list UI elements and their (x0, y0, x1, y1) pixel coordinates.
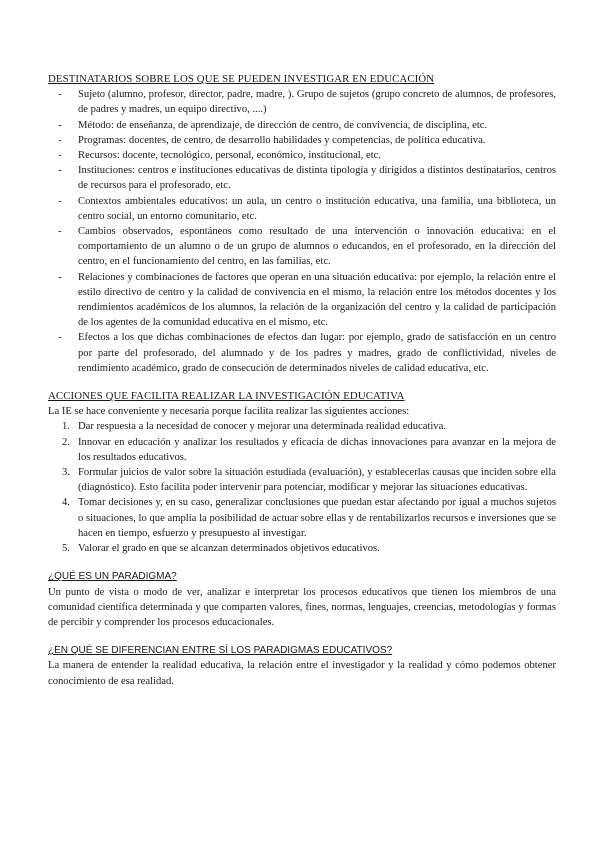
item-number: 3. (62, 467, 70, 479)
section-heading: ¿QUÉ ES UN PARADIGMA? (48, 571, 177, 583)
list-item: - Efectos a los que dichas combinaciones de efectos dan lugar: por ejemplo, grado de satisfacción en un centro por parte del profesorado, del alumnado y de los padres y madres, grado de conflictividad, niveles de rendimiento académico, grado de consecución de determinados niveles de calidad educativa, etc. (78, 330, 556, 376)
list-item (62, 435, 556, 465)
document-page (48, 72, 556, 702)
list-item: - Programas: docentes, de centro, de desarrollo habilidades y competencias, de política educativa. (78, 133, 556, 148)
item-number: 1. (62, 421, 70, 433)
section-paradigma (48, 569, 556, 630)
item-text: Tomar decisiones y, en su caso, generalizar conclusiones que puedan estar afectando por igual a muchos sujetos o situaciones, lo que amplía la posibilidad de actuar sobre ellas y de rentabilizarlos recursos e inversiones que se hacen en tiempo, esfuerzo y presupuesto al investigar. (78, 497, 556, 539)
item-number: 4. (62, 497, 70, 509)
list-item (62, 419, 556, 434)
destinatarios-list (48, 87, 556, 376)
acciones-list (48, 419, 556, 556)
section-body: Un punto de vista o modo de ver, analizar e interpretar los procesos educativos que tienen los miembros de una comunidad científica determinada y que comparten valores, fines, normas, lenguajes, creencias, metodologías y formas de percibir y comprender los procesos educacionales. (48, 586, 556, 628)
list-item: - Relaciones y combinaciones de factores que operan en una situación educativa: por ejemplo, la relación entre el estilo directivo de centro y la calidad de convivencia en el mismo, la relación entre los métodos docentes y los rendimientos académicos de los alumnos, la relación de la organización del centro y la calidad de participación de los agentes de la comunidad educativa en el mismo, etc. (78, 270, 556, 331)
section-heading: ACCIONES QUE FACILITA REALIZAR LA INVESTIGACIÓN EDUCATIVA (48, 390, 405, 403)
item-text: Dar respuesta a la necesidad de conocer y mejorar una determinada realidad educativa. (78, 421, 446, 433)
item-number: 5. (62, 543, 70, 555)
item-number: 2. (62, 436, 70, 448)
item-text: Valorar el grado en que se alcanzan determinados objetivos educativos. (78, 543, 380, 555)
section-diferencias (48, 643, 556, 689)
item-text: Formular juicios de valor sobre la situación estudiada (evaluación), y establecerlas causas que inciden sobre ella (diagnóstico). Esto facilita poder intervenir para potenciar, modificar y mejorar las situaciones educativas. (78, 467, 556, 494)
section-acciones (48, 389, 556, 556)
section-intro: La IE se hace conveniente y necesaria porque facilita realizar las siguientes acciones: (48, 406, 410, 418)
list-item (62, 465, 556, 495)
item-text: Innovar en educación y analizar los resultados y eficacia de dichas innovaciones para avanzar en la mejora de los resultados educativos. (78, 436, 556, 463)
section-heading: ¿EN QUÉ SE DIFERENCIAN ENTRE SÍ LOS PARADIGMAS EDUCATIVOS? (48, 645, 393, 657)
section-heading: DESTINATARIOS SOBRE LOS QUE SE PUEDEN INVESTIGAR EN EDUCACIÓN (48, 73, 435, 85)
list-item (62, 541, 556, 556)
list-item: - Cambios observados, espontáneos como resultado de una intervención o innovación educativa: en el comportamiento de un alumno o de un grupo de alumnos o educandos, en el profesorado, en la dirección del centro, en el funcionamiento del centro, en las familias, etc. (78, 224, 556, 270)
list-item: - Recursos: docente, tecnológico, personal, económico, institucional, etc. (78, 148, 556, 163)
section-destinatarios (48, 72, 556, 376)
list-item (62, 495, 556, 541)
list-item: - Método: de enseñanza, de aprendizaje, de dirección de centro, de convivencia, de disciplina, etc. (78, 118, 556, 133)
list-item: - Sujeto (alumno, profesor, director, padre, madre, ). Grupo de sujetos (grupo concreto de alumnos, de profesores, de padres y madres, un equipo directivo, ....) (78, 87, 556, 117)
list-item: - Contextos ambientales educativos: un aula, un centro o institución educativa, una familia, una biblioteca, un centro social, un entorno comunitario, etc. (78, 194, 556, 224)
list-item: - Instituciones: centros e instituciones educativas de distinta tipología y dirigidos a distintos destinatarios, centros de recursos para el profesorado, etc. (78, 163, 556, 193)
section-body: La manera de entender la realidad educativa, la relación entre el investigador y la realidad y cómo podemos obtener conocimiento de esa realidad. (48, 660, 556, 687)
